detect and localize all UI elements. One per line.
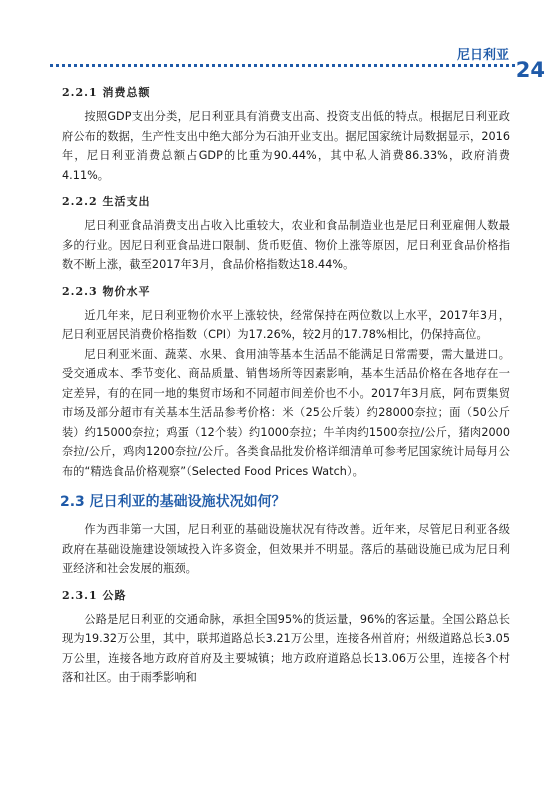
section-heading-2-2-2: 2.2.2 生活支出 (62, 195, 151, 208)
section-heading-2-3: 2.3 尼日利亚的基础设施状况如何？ (60, 494, 286, 510)
paragraph-living-expenses: 尼日利亚食品消费支出占收入比重较大，农业和食品制造业也是尼日利亚雇佣人数最多的行业。因尼日利亚食品进口限制、货币贬值、物价上涨等原因，尼日利亚食品价格指数不断上涨，截至2017年3月，食品价格指数达18.44%。 (62, 219, 510, 271)
section-heading-2-2-3: 2.2.3 物价水平 (62, 284, 151, 298)
page-body (62, 80, 510, 688)
paragraph-price-level-1: 近几年来，尼日利亚物价水平上涨较快，经常保持在两位数以上水平，2017年3月，尼日利亚居民消费价格指数（CPI）为17.26%，较2月的17.78%相比，仍保持高位。 (62, 308, 510, 341)
paragraph-infrastructure: 作为西非第一大国，尼日利亚的基础设施状况有待改善。近年来，尽管尼日利亚各级政府在基础设施建设领域投入许多资金，但效果并不明显。落后的基础设施已成为尼日利亚经济和社会发展的瓶颈。 (62, 523, 510, 575)
paragraph-roads: 公路是尼日利亚的交通命脉，承担全国95%的货运量，96%的客运量。全国公路总长现为19.32万公里，其中，联邦道路总长3.21万公里，连接各州首府；州级道路总长3.05万公里，连接各地方政府首府及主要城镇；地方政府道路总长13.06万公里，连接各个村落和社区。由于雨季影响和 (62, 612, 510, 684)
section-heading-2-2-1: 2.2.1 消费总额 (62, 86, 151, 99)
header-country-name: 尼日利亚 (456, 48, 509, 63)
paragraph-price-level-2: 尼日利亚米面、蔬菜、水果、食用油等基本生活品不能满足日常需要，需大量进口。受交通成本、季节变化、商品质量、销售场所等因素影响，基本生活品价格在各地存在一定差异，有的在同一地的集贸市场和不同超市间差价也不小。2017年3月底，阿布贾集贸市场及部分超市有关基本生活品参考价格：米（25公斤装）约28000奈拉；面（50公斤装）约15000奈拉；鸡蛋（12个装）约1000奈拉；牛羊肉约1500奈拉/公斤，猪肉2000奈拉/公斤，鸡肉1200奈拉/公斤。各类食品批发价格详细清单可参考尼国家统计局每月公布的“精选食品价格观察”（Selected Food Prices Watch）。 (62, 347, 510, 478)
page-number: 24 (515, 58, 545, 82)
header-dotted-rule (50, 64, 515, 67)
paragraph-consumption-total: 按照GDP支出分类，尼日利亚具有消费支出高、投资支出低的特点。根据尼日利亚政府公布的数据，生产性支出中绝大部分为石油开业支出。据尼国家统计局数据显示，2016年，尼日利亚消费总额占GDP的比重为90.44%，其中私人消费86.33%，政府消费4.11%。 (62, 110, 510, 182)
section-heading-2-3-1: 2.3.1 公路 (62, 588, 127, 602)
